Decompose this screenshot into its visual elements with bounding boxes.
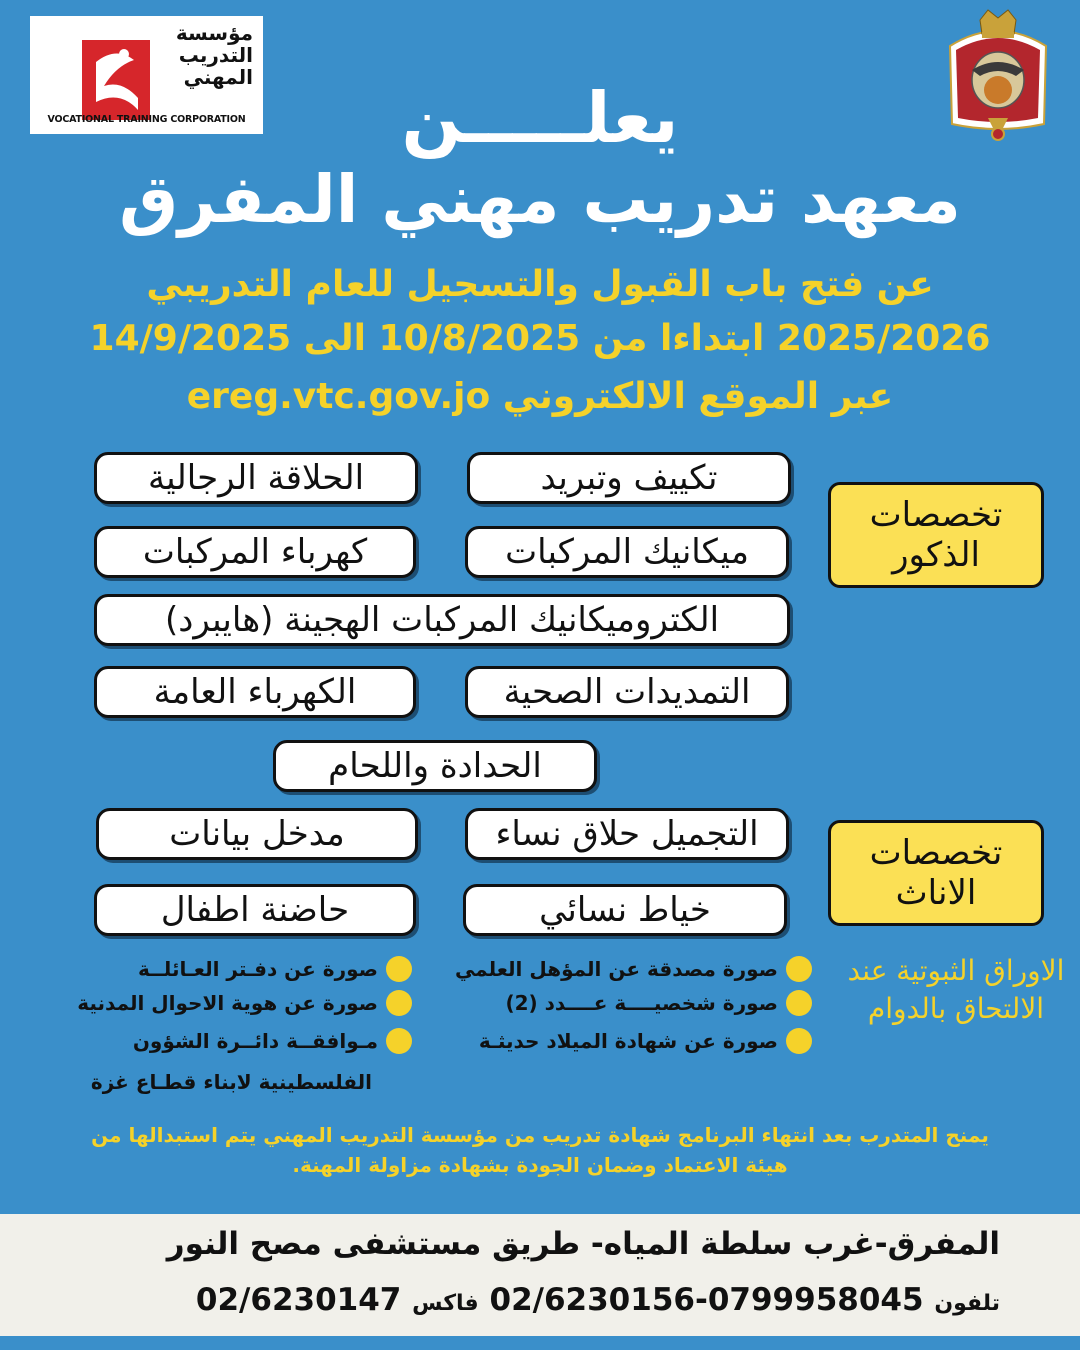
subtitle-line-2: 2025/2026 ابتداءا من 10/8/2025 الى 14/9/2025	[89, 318, 991, 359]
institute-title: معهد تدريب مهني المفرق	[119, 161, 961, 238]
announce-title: يعلـــــن	[401, 77, 679, 159]
subtitle-line-3: عبر الموقع الالكتروني ereg.vtc.gov.jo	[186, 376, 894, 417]
specialty-pill: كهرباء المركبات	[94, 526, 416, 578]
documents-title: الاوراق الثبوتية عند الالتحاق بالدوام	[847, 954, 1065, 1025]
specialty-pill: الحلاقة الرجالية	[94, 452, 418, 504]
document-item: صورة عن هوية الاحوال المدنية	[77, 990, 412, 1016]
specialty-pill: التجميل حلاق نساء	[465, 808, 789, 860]
specialty-pill: حاضنة اطفال	[94, 884, 416, 936]
specialty-pill: الحدادة واللحام	[273, 740, 597, 792]
female-category-label: تخصصات الاناث	[828, 820, 1044, 926]
document-item: صورة شخصيــــة عــــدد (2)	[505, 990, 812, 1016]
specialty-pill: مدخل بيانات	[96, 808, 418, 860]
document-item: صورة مصدقة عن المؤهل العلمي	[455, 956, 812, 982]
specialty-pill: التمديدات الصحية	[465, 666, 789, 718]
subtitle-line-1: عن فتح باب القبول والتسجيل للعام التدريبي	[146, 264, 934, 305]
specialty-pill: تكييف وتبريد	[467, 452, 791, 504]
bullet-icon	[786, 990, 812, 1016]
document-item: مـوافقــة دائــرة الشؤون	[133, 1028, 412, 1054]
document-item: صورة عن دفـتر العـائلــة	[138, 956, 412, 982]
certificate-note: يمنح المتدرب بعد انتهاء البرنامج شهادة تدريب من مؤسسة التدريب المهني يتم استبدالها من هيئة الاعتماد وضمان الجودة بشهادة مزاولة المهنة.	[91, 1123, 989, 1177]
specialty-pill: الكهرباء العامة	[94, 666, 416, 718]
specialty-pill: ميكانيك المركبات	[465, 526, 789, 578]
bullet-icon	[786, 1028, 812, 1054]
specialty-pill: خياط نسائي	[463, 884, 787, 936]
specialty-pill: الكتروميكانيك المركبات الهجينة (هايبرد)	[94, 594, 790, 646]
fax-label: فاكس	[412, 1291, 479, 1316]
bullet-icon	[386, 956, 412, 982]
footer-contacts	[0, 1282, 1000, 1318]
phone-numbers: 0799958045-02/6230156	[489, 1282, 924, 1318]
document-item-continued: الفلسطينية لابناء قطـاع غزة	[90, 1070, 372, 1094]
bullet-icon	[786, 956, 812, 982]
fax-number: 02/6230147	[195, 1282, 402, 1318]
phone-label: تلفون	[934, 1291, 1000, 1316]
male-category-label: تخصصات الذكور	[828, 482, 1044, 588]
document-item: صورة عن شهادة الميلاد حديثـة	[479, 1028, 812, 1054]
footer-address: المفرق-غرب سلطة المياه- طريق مستشفى مصح النور	[166, 1226, 1000, 1262]
vtc-logo-arabic: مؤسسة التدريب المهني	[175, 21, 253, 89]
bullet-icon	[386, 1028, 412, 1054]
vtc-logo-english: VOCATIONAL TRAINING CORPORATION	[47, 114, 246, 125]
bullet-icon	[386, 990, 412, 1016]
